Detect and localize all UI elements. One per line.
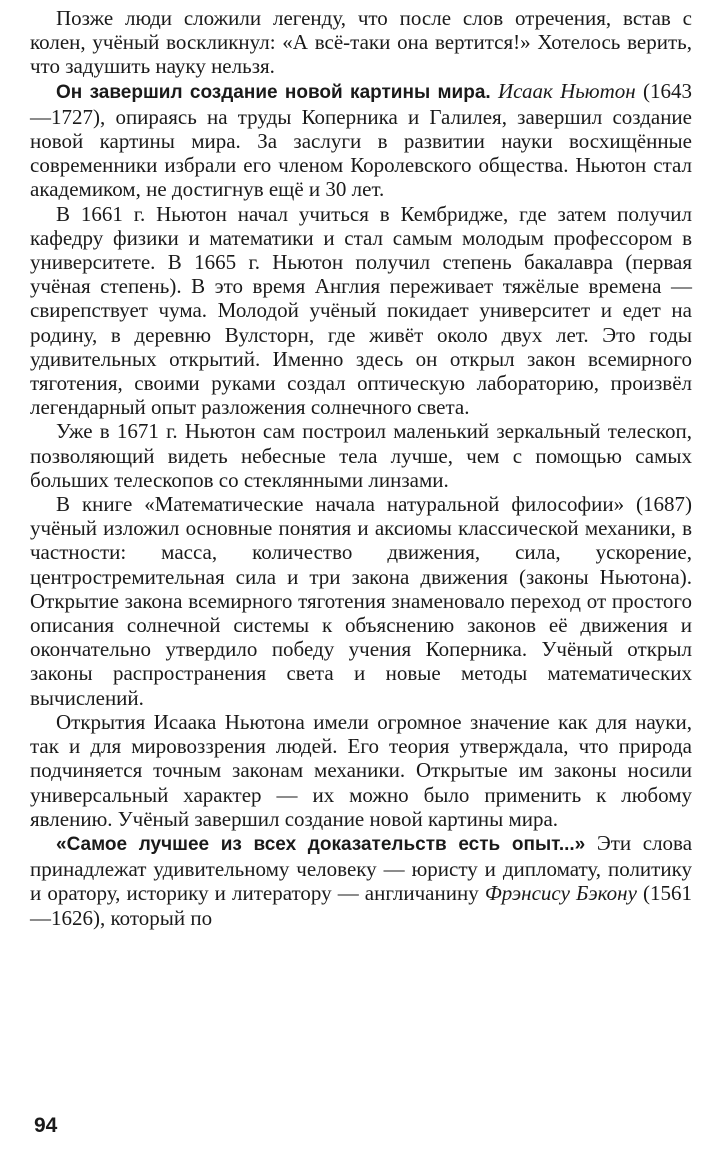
paragraph-text: Уже в 1671 г. Ньютон сам построил маленький зеркальный телескоп, позволяющий видеть небесные тела лучше, чем с помощью самых больших телескопов со стеклянными линзами.	[30, 419, 692, 492]
paragraph-significance	[30, 710, 692, 831]
paragraph-text: В книге «Математические начала натуральной философии» (1687) учёный изложил основные понятия и аксиомы классической механики, в частности: масса, количество движения, сила, ускорение, центростремительная сила и три закона движения (законы Ньютона). Открытие закона всемирного тяготения знаменовало переход от простого описания солнечной системы к объяснению законов её движения и окончательно утвердило победу учения Коперника. Учёный открыл законы распространения света и новые методы математических вычислений.	[30, 492, 692, 710]
paragraph-legend	[30, 6, 692, 79]
paragraph-lead: «Самое лучшее из всех доказательств есть опыт...»	[56, 833, 586, 855]
page-body	[30, 6, 692, 930]
paragraph-newton-intro	[30, 79, 692, 202]
paragraph-principia	[30, 492, 692, 710]
paragraph-text: Открытия Исаака Ньютона имели огромное значение как для науки, так и для мировоззрения людей. Его теория утверждала, что природа подчиняется точным законам механики. Открытые им законы носили универсальный характер — их можно было применить к любому явлению. Учёный завершил создание новой картины мира.	[30, 709, 692, 831]
page-number: 94	[34, 1114, 58, 1137]
paragraph-lead: Он завершил создание новой картины мира.	[56, 81, 491, 103]
person-name: Фрэнсису Бэкону	[484, 881, 637, 906]
paragraph-text: (1643—1727), опираясь на труды Коперника и Галилея, завершил создание новой картины мира. За заслуги в развитии науки восхищённые современники избрали его членом Королевского общества. Ньютон стал академиком, не достигнув ещё и 30 лет.	[30, 78, 693, 202]
person-name: Исаак Ньютон	[498, 78, 636, 103]
paragraph-text: Позже люди сложили легенду, что после слов отречения, встав с колен, учёный воскликнул: «А всё-таки она вертится!» Хотелось верить, что задушить науку нельзя.	[30, 6, 692, 79]
paragraph-cambridge	[30, 202, 692, 420]
paragraph-text: В 1661 г. Ньютон начал учиться в Кембридже, где затем получил кафедру физики и математики и стал самым молодым профессором в университете. В 1665 г. Ньютон получил степень бакалавра (первая учёная степень). В это время Англия переживает тяжёлые времена — свирепствует чума. Молодой учёный покидает университет и едет на родину, в деревню Вулсторн, где живёт около двух лет. Это годы удивительных открытий. Именно здесь он открыл закон всемирного тяготения, своими руками создал оптическую лабораторию, произвёл легендарный опыт разложения солнечного света.	[30, 201, 692, 420]
paragraph-text: (1561—1626), который по	[30, 881, 693, 930]
paragraph-telescope	[30, 419, 692, 492]
paragraph-bacon	[30, 831, 692, 930]
paragraph-text: Эти слова принадлежат удивительному человеку — юристу и дипломату, политику и оратору, историку и литератору — англичанину	[30, 830, 693, 906]
